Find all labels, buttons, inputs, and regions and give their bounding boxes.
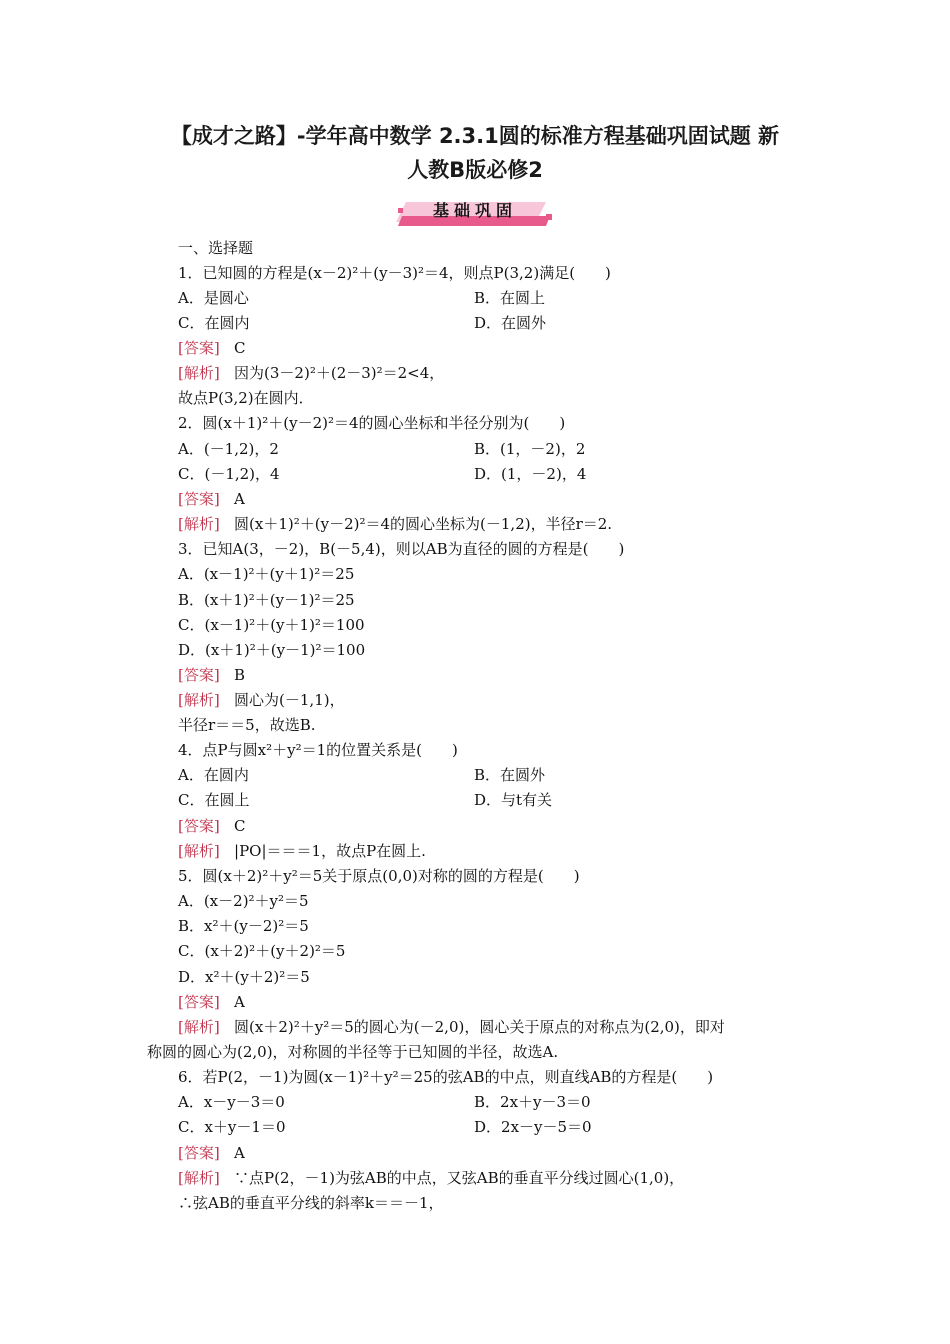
- q3-option-c: C．(x－1)²＋(y＋1)²＝100: [178, 616, 365, 634]
- q3-answer-row: [178, 663, 245, 688]
- q1-option-a: A．是圆心: [178, 289, 249, 307]
- q1-option-c: C．在圆内: [178, 314, 250, 332]
- analysis-label: [解析]: [178, 364, 220, 382]
- q6-option-c: C．x＋y－1＝0: [178, 1118, 286, 1136]
- q2-answer-row: [178, 487, 245, 512]
- analysis-label: [解析]: [178, 691, 220, 709]
- q1-option-b: B．在圆上: [474, 289, 546, 307]
- q2-analysis-1: 圆(x＋1)²＋(y－2)²＝4的圆心坐标为(－1,2)，半径r＝2.: [234, 515, 613, 533]
- q1-analysis-1: 因为(3－2)²＋(2－3)²＝2<4，: [234, 364, 445, 382]
- analysis-label: [解析]: [178, 1018, 220, 1036]
- q1-option-d: D．在圆外: [474, 314, 547, 332]
- q3-option-b: B．(x＋1)²＋(y－1)²＝25: [178, 591, 355, 609]
- q4-analysis-1: |PO|＝＝＝1，故点P在圆上.: [234, 842, 426, 860]
- q5-option-b: B．x²＋(y－2)²＝5: [178, 917, 309, 935]
- q4-stem: 4．点P与圆x²＋y²＝1的位置关系是( ): [178, 741, 458, 759]
- section-heading: 一、选择题: [178, 239, 254, 257]
- q3-stem: 3．已知A(3，－2)，B(－5,4)，则以AB为直径的圆的方程是( ): [178, 540, 625, 558]
- q6-option-b: B．2x＋y－3＝0: [474, 1093, 591, 1111]
- q2-option-b: B．(1，－2)，2: [474, 440, 586, 458]
- q1-answer: C: [234, 339, 246, 357]
- q6-analysis-row: [178, 1166, 684, 1191]
- q5-analysis-row: [178, 1015, 725, 1040]
- section-banner: [396, 198, 554, 228]
- q1-analysis-row: [178, 361, 444, 386]
- q4-analysis-row: [178, 839, 426, 864]
- q4-option-b: B．在圆外: [474, 766, 546, 784]
- q3-answer: B: [234, 666, 246, 684]
- q6-answer-row: [178, 1141, 245, 1166]
- q6-answer: A: [234, 1144, 245, 1162]
- q3-analysis-1: 圆心为(－1,1)，: [234, 691, 345, 709]
- q3-option-d: D．(x＋1)²＋(y－1)²＝100: [178, 641, 366, 659]
- q3-analysis-2: 半径r＝＝5，故选B.: [178, 716, 316, 734]
- analysis-label: [解析]: [178, 515, 220, 533]
- q5-analysis-2: 称圆的圆心为(2,0)，对称圆的半径等于已知圆的半径，故选A.: [147, 1043, 559, 1061]
- answer-label: [答案]: [178, 666, 220, 684]
- q5-option-d: D．x²＋(y＋2)²＝5: [178, 968, 310, 986]
- q2-answer: A: [234, 490, 245, 508]
- q5-answer-row: [178, 990, 245, 1015]
- q6-stem: 6．若P(2，－1)为圆(x－1)²＋y²＝25的弦AB的中点，则直线AB的方程是( ): [178, 1068, 714, 1086]
- analysis-label: [解析]: [178, 1169, 220, 1187]
- q5-option-a: A．(x－2)²＋y²＝5: [178, 892, 309, 910]
- answer-label: [答案]: [178, 490, 220, 508]
- q3-option-a: A．(x－1)²＋(y＋1)²＝25: [178, 565, 355, 583]
- q4-answer: C: [234, 817, 246, 835]
- q5-analysis-1: 圆(x＋2)²＋y²＝5的圆心为(－2,0)，圆心关于原点的对称点为(2,0)，即对: [234, 1018, 725, 1036]
- q2-stem: 2．圆(x＋1)²＋(y－2)²＝4的圆心坐标和半径分别为( ): [178, 414, 566, 432]
- answer-label: [答案]: [178, 993, 220, 1011]
- q6-option-d: D．2x－y－5＝0: [474, 1118, 592, 1136]
- banner-label: 基础巩固: [432, 201, 517, 220]
- q1-answer-row: [178, 336, 246, 361]
- answer-label: [答案]: [178, 817, 220, 835]
- q4-option-d: D．与t有关: [474, 791, 553, 809]
- q5-answer: A: [234, 993, 245, 1011]
- q6-option-a: A．x－y－3＝0: [178, 1093, 285, 1111]
- q2-option-a: A．(－1,2)，2: [178, 440, 279, 458]
- answer-label: [答案]: [178, 339, 220, 357]
- document-title-line-2: 人教B版必修2: [407, 158, 543, 182]
- q5-stem: 5．圆(x＋2)²＋y²＝5关于原点(0,0)对称的圆的方程是( ): [178, 867, 580, 885]
- document-title-line-1: 【成才之路】-学年高中数学 2.3.1圆的标准方程基础巩固试题 新: [170, 124, 780, 148]
- q5-option-c: C．(x＋2)²＋(y＋2)²＝5: [178, 942, 346, 960]
- q4-answer-row: [178, 814, 246, 839]
- q4-option-a: A．在圆内: [178, 766, 249, 784]
- q6-analysis-2: ∴弦AB的垂直平分线的斜率k＝＝－1，: [178, 1194, 444, 1212]
- q2-option-c: C．(－1,2)，4: [178, 465, 280, 483]
- answer-label: [答案]: [178, 1144, 220, 1162]
- q4-option-c: C．在圆上: [178, 791, 250, 809]
- q6-analysis-1: ∵点P(2，－1)为弦AB的中点，又弦AB的垂直平分线过圆心(1,0)，: [234, 1169, 685, 1187]
- q2-option-d: D．(1，－2)，4: [474, 465, 587, 483]
- q1-analysis-2: 故点P(3,2)在圆内．: [178, 389, 314, 407]
- q3-analysis-row: [178, 688, 345, 713]
- q1-stem: 1．已知圆的方程是(x－2)²＋(y－3)²＝4，则点P(3,2)满足( ): [178, 264, 611, 282]
- analysis-label: [解析]: [178, 842, 220, 860]
- q2-analysis-row: [178, 512, 612, 537]
